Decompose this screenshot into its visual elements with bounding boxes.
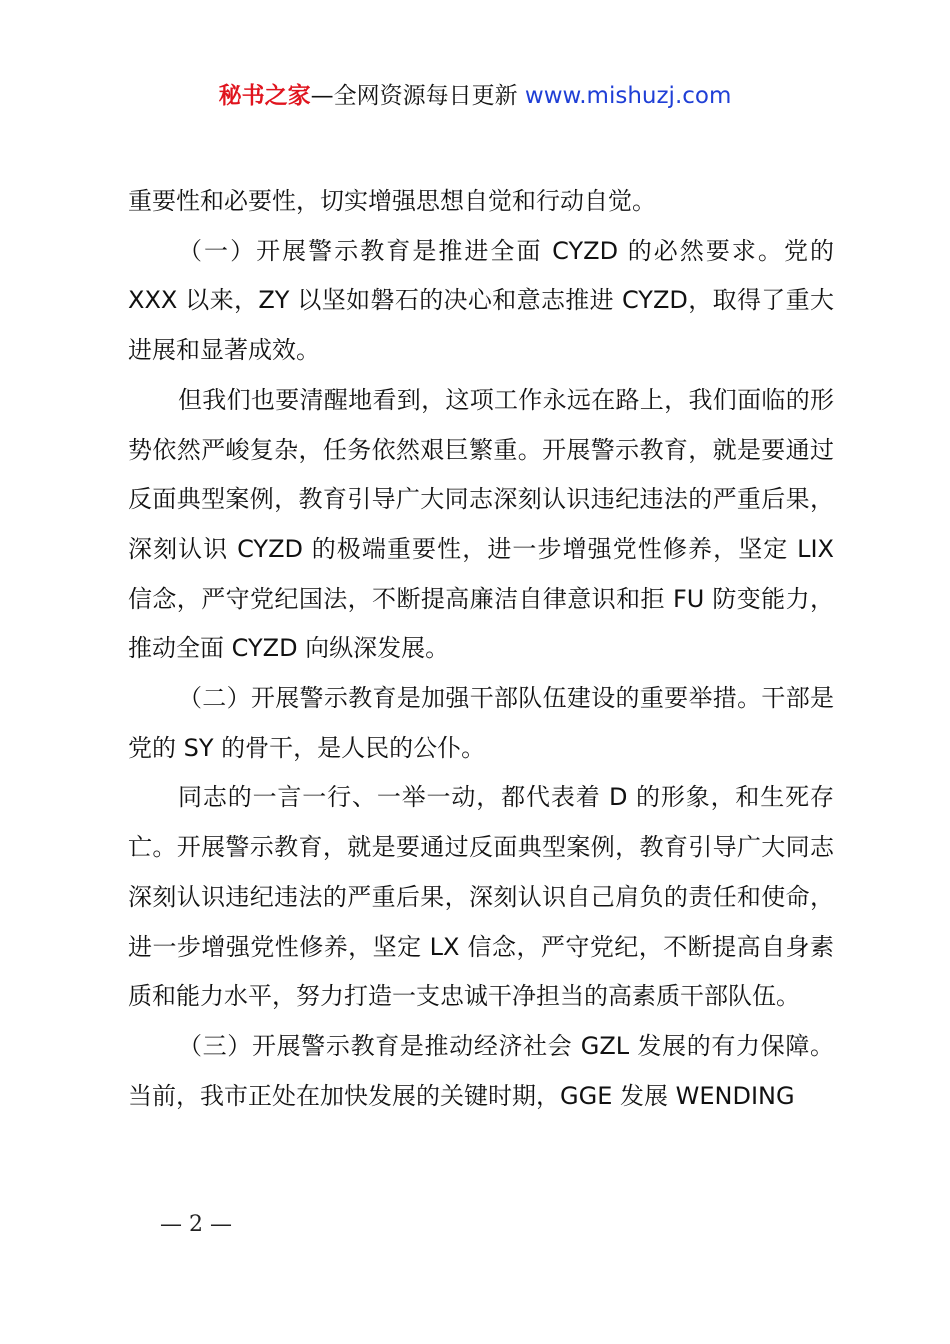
paragraph-continuation: 重要性和必要性，切实增强思想自觉和行动自觉。 <box>128 187 656 215</box>
page-header <box>0 80 950 112</box>
brand-name: 秘书之家 <box>218 83 311 109</box>
paragraph-section-1: （一）开展警示教育是推进全面 CYZD 的必然要求。党的 XXX 以来，ZY 以坚如磐石的决心和意志推进 CYZD，取得了重大进展和显著成效。 <box>128 236 834 365</box>
paragraph-section-2: （二）开展警示教育是加强干部队伍建设的重要举措。干部是党的 SY 的骨干，是人民的公仆。 <box>128 684 834 762</box>
website-link[interactable]: www.mishuzj.com <box>524 83 732 109</box>
paragraph: 但我们也要清醒地看到，这项工作永远在路上，我们面临的形势依然严峻复杂，任务依然艰巨繁重。开展警示教育，就是要通过反面典型案例，教育引导广大同志深刻认识违纪违法的严重后果，深刻认识 CYZD 的极端重要性，进一步增强党性修养，坚定 LIX 信念，严守党纪国法，不断提高廉洁自律意识和拒 FU 防变能力，推动全面 CYZD 向纵深发展。 <box>128 385 834 663</box>
paragraph-section-3: （三）开展警示教育是推动经济社会 GZL 发展的有力保障。当前，我市正处在加快发展的关键时期，GGE 发展 WENDING <box>128 1031 834 1110</box>
header-slogan: —全网资源每日更新 <box>310 83 518 109</box>
page-number: — 2 — <box>160 1212 232 1237</box>
document-body <box>128 177 834 1121</box>
paragraph: 同志的一言一行、一举一动，都代表着 D 的形象，和生死存亡。开展警示教育，就是要通过反面典型案例，教育引导广大同志深刻认识违纪违法的严重后果，深刻认识自己肩负的责任和使命，进一步增强党性修养，坚定 LX 信念，严守党纪，不断提高自身素质和能力水平，努力打造一支忠诚干净担当的高素质干部队伍。 <box>128 783 834 1011</box>
